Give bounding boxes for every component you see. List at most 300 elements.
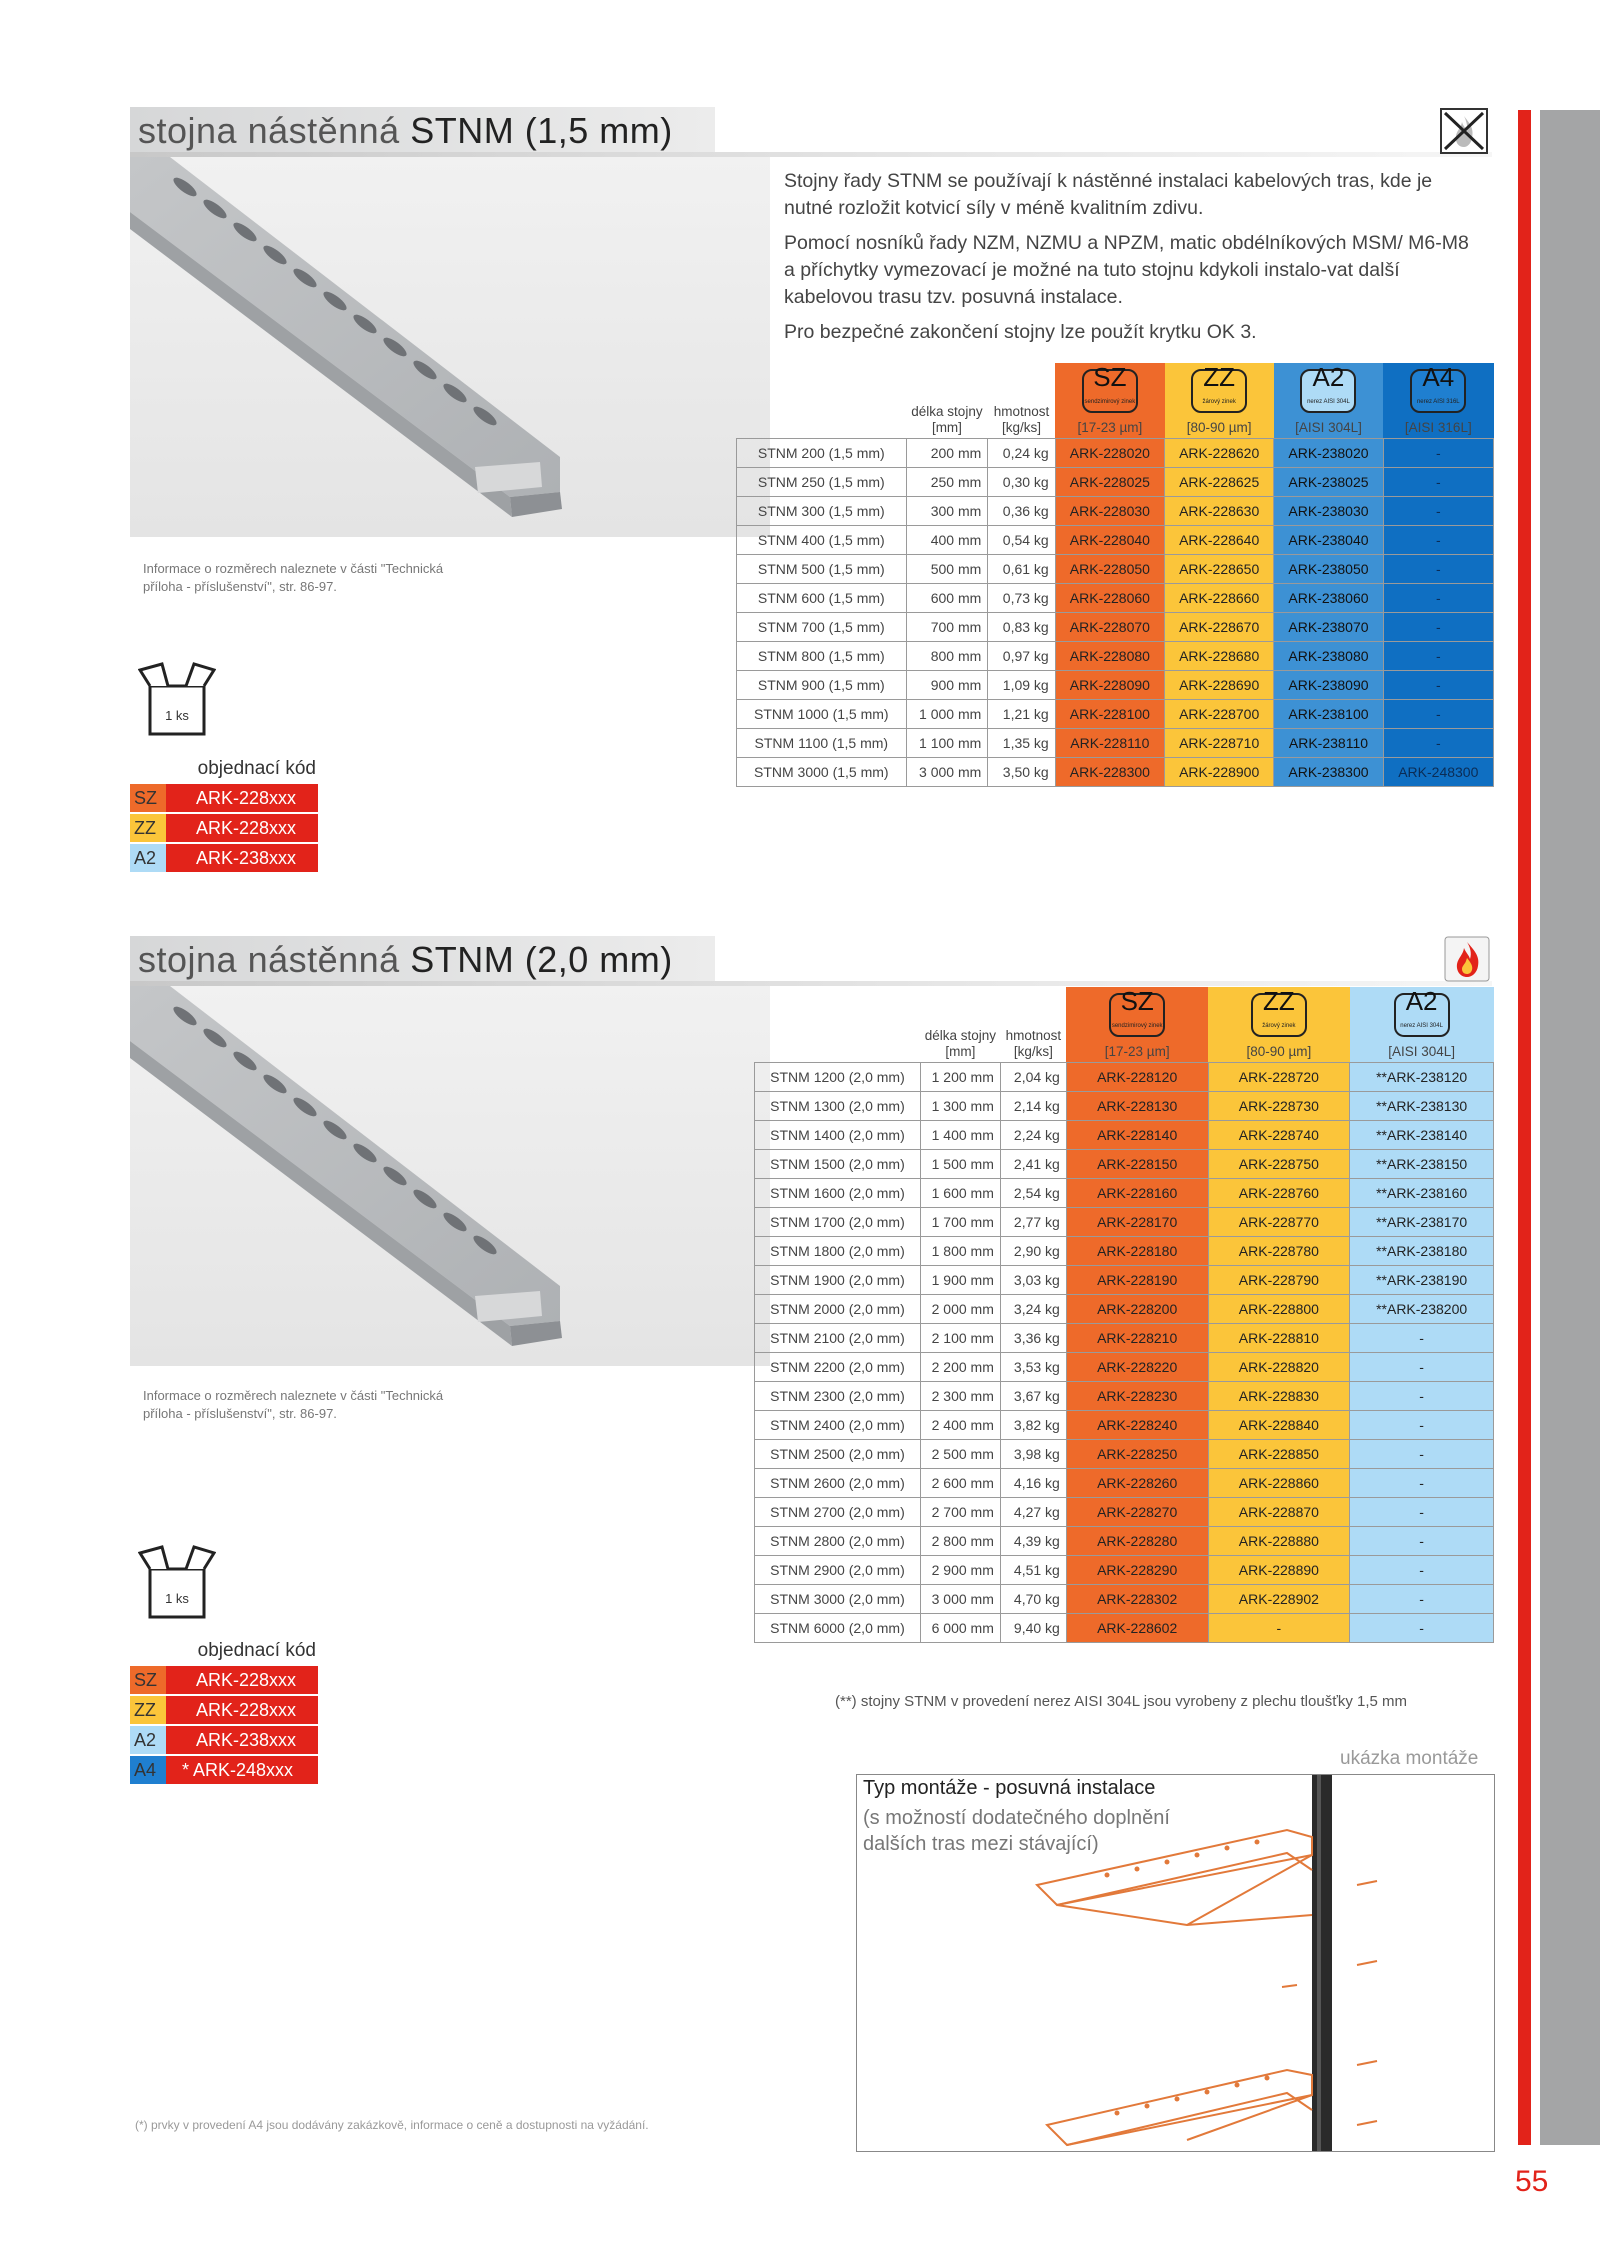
header-weight [988,363,1055,439]
table-cell: ARK-238110 [1274,729,1383,758]
order-code-key: SZ [130,1666,166,1694]
table-cell: ARK-228025 [1055,468,1164,497]
table-row [737,613,1494,642]
table-cell: **ARK-238140 [1350,1121,1494,1150]
badge-code: SZ [1120,986,1154,1016]
table-cell: - [1383,671,1493,700]
table-cell: **ARK-238130 [1350,1092,1494,1121]
table-cell: ARK-228700 [1165,700,1274,729]
order-codes-heading: objednací kód [197,1640,316,1661]
order-codes-heading: objednací kód [197,758,316,779]
demo-mounting-box [856,1774,1495,2152]
badge-sub: sendzimirový zinek [1084,399,1136,405]
order-code-key: A4 [130,1756,166,1784]
table-row [755,1237,1494,1266]
table-cell: 2,54 kg [1000,1179,1066,1208]
table-cell: 2,77 kg [1000,1208,1066,1237]
table-cell: - [1383,468,1493,497]
table-cell: ARK-228240 [1066,1411,1208,1440]
table-cell: ARK-228720 [1208,1063,1350,1092]
table-cell: ARK-238300 [1274,758,1383,787]
table-row [755,1411,1494,1440]
table-cell: STNM 2600 (2,0 mm) [755,1469,921,1498]
section1-title [138,110,673,152]
badge-code: A2 [1312,362,1345,392]
table-cell: ARK-228790 [1208,1266,1350,1295]
table-cell: ARK-228170 [1066,1208,1208,1237]
section2-spec-table [754,987,1494,1643]
table-cell: STNM 2700 (2,0 mm) [755,1498,921,1527]
table-cell: 3,24 kg [1000,1295,1066,1324]
table-cell: - [1350,1614,1494,1643]
table-cell: - [1350,1324,1494,1353]
table-cell: 3,36 kg [1000,1324,1066,1353]
table-row [737,758,1494,787]
table-cell: ARK-228280 [1066,1527,1208,1556]
table-cell: ARK-228302 [1066,1585,1208,1614]
header-weight-label: hmotnost [1005,1028,1062,1043]
table-cell: - [1350,1353,1494,1382]
table-cell: 0,73 kg [988,584,1055,613]
table-cell: 2 700 mm [920,1498,1000,1527]
badge-sub: žárový zinek [1262,1023,1296,1029]
table-cell: ARK-228090 [1055,671,1164,700]
table-cell: STNM 1000 (1,5 mm) [737,700,907,729]
badge-code: SZ [1093,362,1127,392]
package-quantity: 1 ks [165,1591,189,1606]
table-cell: STNM 1500 (2,0 mm) [755,1150,921,1179]
order-code-row [130,784,318,812]
table-cell: - [1350,1382,1494,1411]
table-cell: 2 200 mm [920,1353,1000,1382]
a2-badge-icon [1300,362,1356,413]
table-row [737,700,1494,729]
table-row [737,497,1494,526]
table-row [737,671,1494,700]
table-cell: - [1383,584,1493,613]
section1-title-light: stojna nástěnná [138,110,400,151]
table-cell: STNM 2300 (2,0 mm) [755,1382,921,1411]
header-weight [1000,987,1066,1063]
page-number: 55 [1515,2165,1549,2198]
table-cell: 4,16 kg [1000,1469,1066,1498]
table-cell: ARK-228890 [1208,1556,1350,1585]
table-cell: STNM 500 (1,5 mm) [737,555,907,584]
table-cell: 2 400 mm [920,1411,1000,1440]
table-cell: STNM 600 (1,5 mm) [737,584,907,613]
demo-subtitle: (s možností dodatečného doplnění dalších tras mezi stávající) [863,1807,1170,1855]
table-row [755,1179,1494,1208]
table-cell: **ARK-238150 [1350,1150,1494,1179]
table-cell: **ARK-238120 [1350,1063,1494,1092]
table-cell: STNM 1400 (2,0 mm) [755,1121,921,1150]
table-cell: STNM 1700 (2,0 mm) [755,1208,921,1237]
table-cell: 1,21 kg [988,700,1055,729]
table-cell: 3,82 kg [1000,1411,1066,1440]
table-cell: ARK-228630 [1165,497,1274,526]
table-cell: ARK-228710 [1165,729,1274,758]
table-cell: ARK-228650 [1165,555,1274,584]
table-cell: ARK-228190 [1066,1266,1208,1295]
fire-icon [1444,936,1490,982]
footnote-star: (*) prvky v provedení A4 jsou dodávány zakázkově, informace o ceně a dostupnosti na vyžádání. [135,2118,649,2132]
sz-badge-icon [1109,986,1165,1037]
table-cell: **ARK-238160 [1350,1179,1494,1208]
order-code-value: ARK-238xxx [166,1726,318,1754]
table-cell: ARK-228070 [1055,613,1164,642]
table-cell: 300 mm [906,497,988,526]
table-cell: STNM 1200 (2,0 mm) [755,1063,921,1092]
table-cell: **ARK-238170 [1350,1208,1494,1237]
table-cell: ARK-228060 [1055,584,1164,613]
table-cell: ARK-228660 [1165,584,1274,613]
table-cell: 1 500 mm [920,1150,1000,1179]
table-cell: - [1383,439,1493,468]
table-cell: ARK-228850 [1208,1440,1350,1469]
order-code-key: A2 [130,844,166,872]
order-code-value: ARK-228xxx [166,814,318,842]
table-row [755,1121,1494,1150]
table-cell: ARK-228830 [1208,1382,1350,1411]
table-row [737,555,1494,584]
order-code-row [130,814,318,842]
table-cell: STNM 2500 (2,0 mm) [755,1440,921,1469]
table-row [755,1469,1494,1498]
section2-order-codes [130,1640,318,1786]
table-cell: ARK-228040 [1055,526,1164,555]
header-weight-label: hmotnost [993,404,1050,419]
header-range: [AISI 304L] [1295,420,1362,435]
table-row [755,1150,1494,1179]
table-cell: 2,90 kg [1000,1237,1066,1266]
table-row [755,1382,1494,1411]
order-code-row [130,1696,318,1724]
table-cell: 2 000 mm [920,1295,1000,1324]
table-cell: 1 800 mm [920,1237,1000,1266]
order-code-key: A2 [130,1726,166,1754]
table-cell: ARK-228760 [1208,1179,1350,1208]
table-cell: **ARK-238180 [1350,1237,1494,1266]
table-cell: 1 200 mm [920,1063,1000,1092]
table-cell: 1 700 mm [920,1208,1000,1237]
table-cell: - [1350,1498,1494,1527]
header-range: [80-90 µm] [1246,1044,1312,1059]
table-cell: ARK-228800 [1208,1295,1350,1324]
table-cell: 1 100 mm [906,729,988,758]
badge-code: ZZ [1203,362,1236,392]
table-cell: 2 300 mm [920,1382,1000,1411]
table-cell: 2,41 kg [1000,1150,1066,1179]
order-code-value: ARK-228xxx [166,1666,318,1694]
header-zz [1165,363,1274,439]
table-cell: 1,35 kg [988,729,1055,758]
table-cell: ARK-228625 [1165,468,1274,497]
table-cell: 3 000 mm [906,758,988,787]
table-cell: 0,36 kg [988,497,1055,526]
table-cell: ARK-228880 [1208,1527,1350,1556]
table-cell: - [1208,1614,1350,1643]
header-length [920,987,1000,1063]
table-cell: ARK-228900 [1165,758,1274,787]
table-row [755,1556,1494,1585]
section1-package-icon [138,662,216,736]
table-row [755,1266,1494,1295]
table-header-row [737,363,1494,439]
table-cell: 2,04 kg [1000,1063,1066,1092]
table-cell: ARK-228620 [1165,439,1274,468]
badge-sub: nerez AISI 304L [1400,1023,1443,1029]
header-range: [17-23 µm] [1104,1044,1170,1059]
table-cell: 600 mm [906,584,988,613]
table-cell: STNM 2900 (2,0 mm) [755,1556,921,1585]
table-cell: STNM 700 (1,5 mm) [737,613,907,642]
section1-title-bar [130,107,715,157]
table-cell: 200 mm [906,439,988,468]
table-cell: 2,14 kg [1000,1092,1066,1121]
table-cell: ARK-228050 [1055,555,1164,584]
header-length-unit: [mm] [931,420,962,435]
order-code-row [130,1726,318,1754]
package-quantity: 1 ks [165,708,189,723]
table-cell: STNM 2100 (2,0 mm) [755,1324,921,1353]
header-range: [17-23 µm] [1077,420,1143,435]
table-row [755,1585,1494,1614]
header-length-label: délka stojny [924,1028,997,1043]
table-cell: 2 900 mm [920,1556,1000,1585]
badge-sub: nerez AISI 316L [1416,399,1460,405]
table-cell: 3,67 kg [1000,1382,1066,1411]
table-row [755,1324,1494,1353]
table-cell: 400 mm [906,526,988,555]
table-cell: ARK-228290 [1066,1556,1208,1585]
table-cell: - [1383,526,1493,555]
section2-title [138,939,673,981]
table-cell: 1 300 mm [920,1092,1000,1121]
table-cell: 4,70 kg [1000,1585,1066,1614]
section2-title-bold: STNM (2,0 mm) [410,939,673,980]
table-cell: 900 mm [906,671,988,700]
table-cell: STNM 1100 (1,5 mm) [737,729,907,758]
badge-sub: nerez AISI 304L [1307,399,1350,405]
table-row [737,729,1494,758]
table-cell: ARK-228130 [1066,1092,1208,1121]
header-length-unit: [mm] [945,1044,976,1059]
table-cell: **ARK-238200 [1350,1295,1494,1324]
order-code-key: SZ [130,784,166,812]
table-cell: - [1350,1585,1494,1614]
section2-product-image [130,986,770,1366]
order-code-key: ZZ [130,814,166,842]
table-row [755,1353,1494,1382]
table-row [755,1440,1494,1469]
table-cell: - [1350,1527,1494,1556]
section1-order-codes [130,758,318,874]
header-empty [755,987,921,1063]
table-cell: STNM 3000 (2,0 mm) [755,1585,921,1614]
table-cell: ARK-228750 [1208,1150,1350,1179]
table-cell: ARK-228200 [1066,1295,1208,1324]
table-header-row [755,987,1494,1063]
table-cell: **ARK-238190 [1350,1266,1494,1295]
section2-title-bar [130,936,715,986]
table-cell: STNM 6000 (2,0 mm) [755,1614,921,1643]
demo-label: ukázka montáže [1340,1748,1479,1769]
table-cell: STNM 1300 (2,0 mm) [755,1092,921,1121]
table-cell: ARK-228160 [1066,1179,1208,1208]
no-fire-icon [1440,108,1488,154]
table-cell: 700 mm [906,613,988,642]
table-cell: 1 600 mm [920,1179,1000,1208]
table-row [755,1063,1494,1092]
zz-badge-icon [1251,986,1307,1037]
table-cell: - [1350,1556,1494,1585]
table-cell: ARK-228860 [1208,1469,1350,1498]
badge-sub: žárový zinek [1202,399,1236,405]
description-paragraph: Pomocí nosníků řady NZM, NZMU a NPZM, matic obdélníkových MSM/ M6-M8 a příchytky vymezovací je možné na tuto stojnu kdykoli instalo-vat další kabelovou trasu tzv. posuvná instalace. [784,232,1469,308]
table-cell: ARK-228250 [1066,1440,1208,1469]
table-cell: ARK-228740 [1208,1121,1350,1150]
table-cell: 1 900 mm [920,1266,1000,1295]
sz-badge-icon [1082,362,1138,413]
table-cell: ARK-238100 [1274,700,1383,729]
table-cell: ARK-228260 [1066,1469,1208,1498]
table-cell: ARK-238080 [1274,642,1383,671]
table-cell: 6 000 mm [920,1614,1000,1643]
badge-code: ZZ [1262,986,1295,1016]
table-row [737,468,1494,497]
badge-code: A2 [1405,986,1438,1016]
order-code-row [130,1756,318,1784]
table-cell: ARK-228270 [1066,1498,1208,1527]
table-cell: 2 800 mm [920,1527,1000,1556]
order-code-value: ARK-228xxx [166,784,318,812]
table-cell: 800 mm [906,642,988,671]
table-cell: 0,24 kg [988,439,1055,468]
table-cell: - [1383,729,1493,758]
table-cell: 4,39 kg [1000,1527,1066,1556]
table-cell: ARK-228140 [1066,1121,1208,1150]
table-cell: ARK-228690 [1165,671,1274,700]
table-cell: STNM 200 (1,5 mm) [737,439,907,468]
a4-badge-icon [1410,362,1466,413]
table-cell: 3,98 kg [1000,1440,1066,1469]
header-range: [AISI 304L] [1388,1044,1455,1059]
table-cell: ARK-238060 [1274,584,1383,613]
table-cell: ARK-228670 [1165,613,1274,642]
table-cell: 2 100 mm [920,1324,1000,1353]
table-cell: ARK-228230 [1066,1382,1208,1411]
header-a2 [1350,987,1494,1063]
table-cell: STNM 900 (1,5 mm) [737,671,907,700]
table-cell: 0,97 kg [988,642,1055,671]
section1-spec-table [736,363,1494,787]
table-cell: ARK-228820 [1208,1353,1350,1382]
table-cell: 3 000 mm [920,1585,1000,1614]
header-a4 [1383,363,1493,439]
table-cell: 4,51 kg [1000,1556,1066,1585]
table-cell: ARK-238030 [1274,497,1383,526]
table-cell: 1,09 kg [988,671,1055,700]
table-cell: STNM 2800 (2,0 mm) [755,1527,921,1556]
section1-title-bold: STNM (1,5 mm) [410,110,673,151]
header-range: [AISI 316L] [1404,420,1472,435]
table-cell: 500 mm [906,555,988,584]
header-empty [737,363,907,439]
table-cell: ARK-238020 [1274,439,1383,468]
table-cell: ARK-228902 [1208,1585,1350,1614]
table-cell: STNM 2000 (2,0 mm) [755,1295,921,1324]
table-cell: STNM 300 (1,5 mm) [737,497,907,526]
table-cell: ARK-228640 [1165,526,1274,555]
order-code-value: * ARK-248xxx [166,1756,318,1784]
table-cell: - [1383,497,1493,526]
table-row [755,1295,1494,1324]
table-cell: ARK-228030 [1055,497,1164,526]
table-cell: ARK-228680 [1165,642,1274,671]
a2-badge-icon [1394,986,1450,1037]
demo-title: Typ montáže - posuvná instalace [863,1777,1156,1799]
badge-sub: sendzimirový zinek [1111,1023,1163,1029]
table-cell: STNM 2200 (2,0 mm) [755,1353,921,1382]
table-cell: ARK-248300 [1383,758,1493,787]
table-cell: 2 600 mm [920,1469,1000,1498]
table-cell: 0,54 kg [988,526,1055,555]
table-cell: ARK-228810 [1208,1324,1350,1353]
table-cell: 4,27 kg [1000,1498,1066,1527]
table-cell: ARK-238070 [1274,613,1383,642]
description-paragraph: Stojny řady STNM se používají k nástěnné instalaci kabelových tras, kde je nutné rozložit kotvicí síly v méně kvalitním zdivu. [784,170,1433,219]
header-length-label: délka stojny [911,404,983,419]
table-cell: ARK-228770 [1208,1208,1350,1237]
table-cell: - [1383,700,1493,729]
table-cell: STNM 2400 (2,0 mm) [755,1411,921,1440]
table-cell: ARK-238050 [1274,555,1383,584]
badge-code: A4 [1422,362,1455,392]
section2-info-note: Informace o rozměrech naleznete v části "Technická příloha - příslušenství", str. 86-97. [143,1388,444,1421]
order-code-row [130,1666,318,1694]
table-cell: ARK-238040 [1274,526,1383,555]
side-red-bar [1518,110,1531,2145]
table-cell: ARK-228730 [1208,1092,1350,1121]
table-cell: STNM 250 (1,5 mm) [737,468,907,497]
table-cell: ARK-238025 [1274,468,1383,497]
section1-info-note: Informace o rozměrech naleznete v části "Technická příloha - příslušenství", str. 86-97. [143,561,444,594]
order-code-value: ARK-238xxx [166,844,318,872]
order-code-row [130,844,318,872]
table-cell: ARK-238090 [1274,671,1383,700]
table-cell: ARK-228602 [1066,1614,1208,1643]
table-cell: - [1383,555,1493,584]
table-cell: 2,24 kg [1000,1121,1066,1150]
order-code-key: ZZ [130,1696,166,1724]
table-cell: 9,40 kg [1000,1614,1066,1643]
header-sz [1066,987,1208,1063]
table-cell: 2 500 mm [920,1440,1000,1469]
table-cell: ARK-228150 [1066,1150,1208,1179]
table-cell: 250 mm [906,468,988,497]
table-row [737,439,1494,468]
table-cell: ARK-228220 [1066,1353,1208,1382]
table-cell: 0,30 kg [988,468,1055,497]
table-cell: STNM 3000 (1,5 mm) [737,758,907,787]
table-cell: - [1350,1469,1494,1498]
table-cell: STNM 1900 (2,0 mm) [755,1266,921,1295]
table-cell: 3,50 kg [988,758,1055,787]
table-cell: 1 000 mm [906,700,988,729]
table-cell: ARK-228110 [1055,729,1164,758]
header-weight-unit: [kg/ks] [1013,1044,1053,1059]
header-weight-unit: [kg/ks] [1002,420,1042,435]
